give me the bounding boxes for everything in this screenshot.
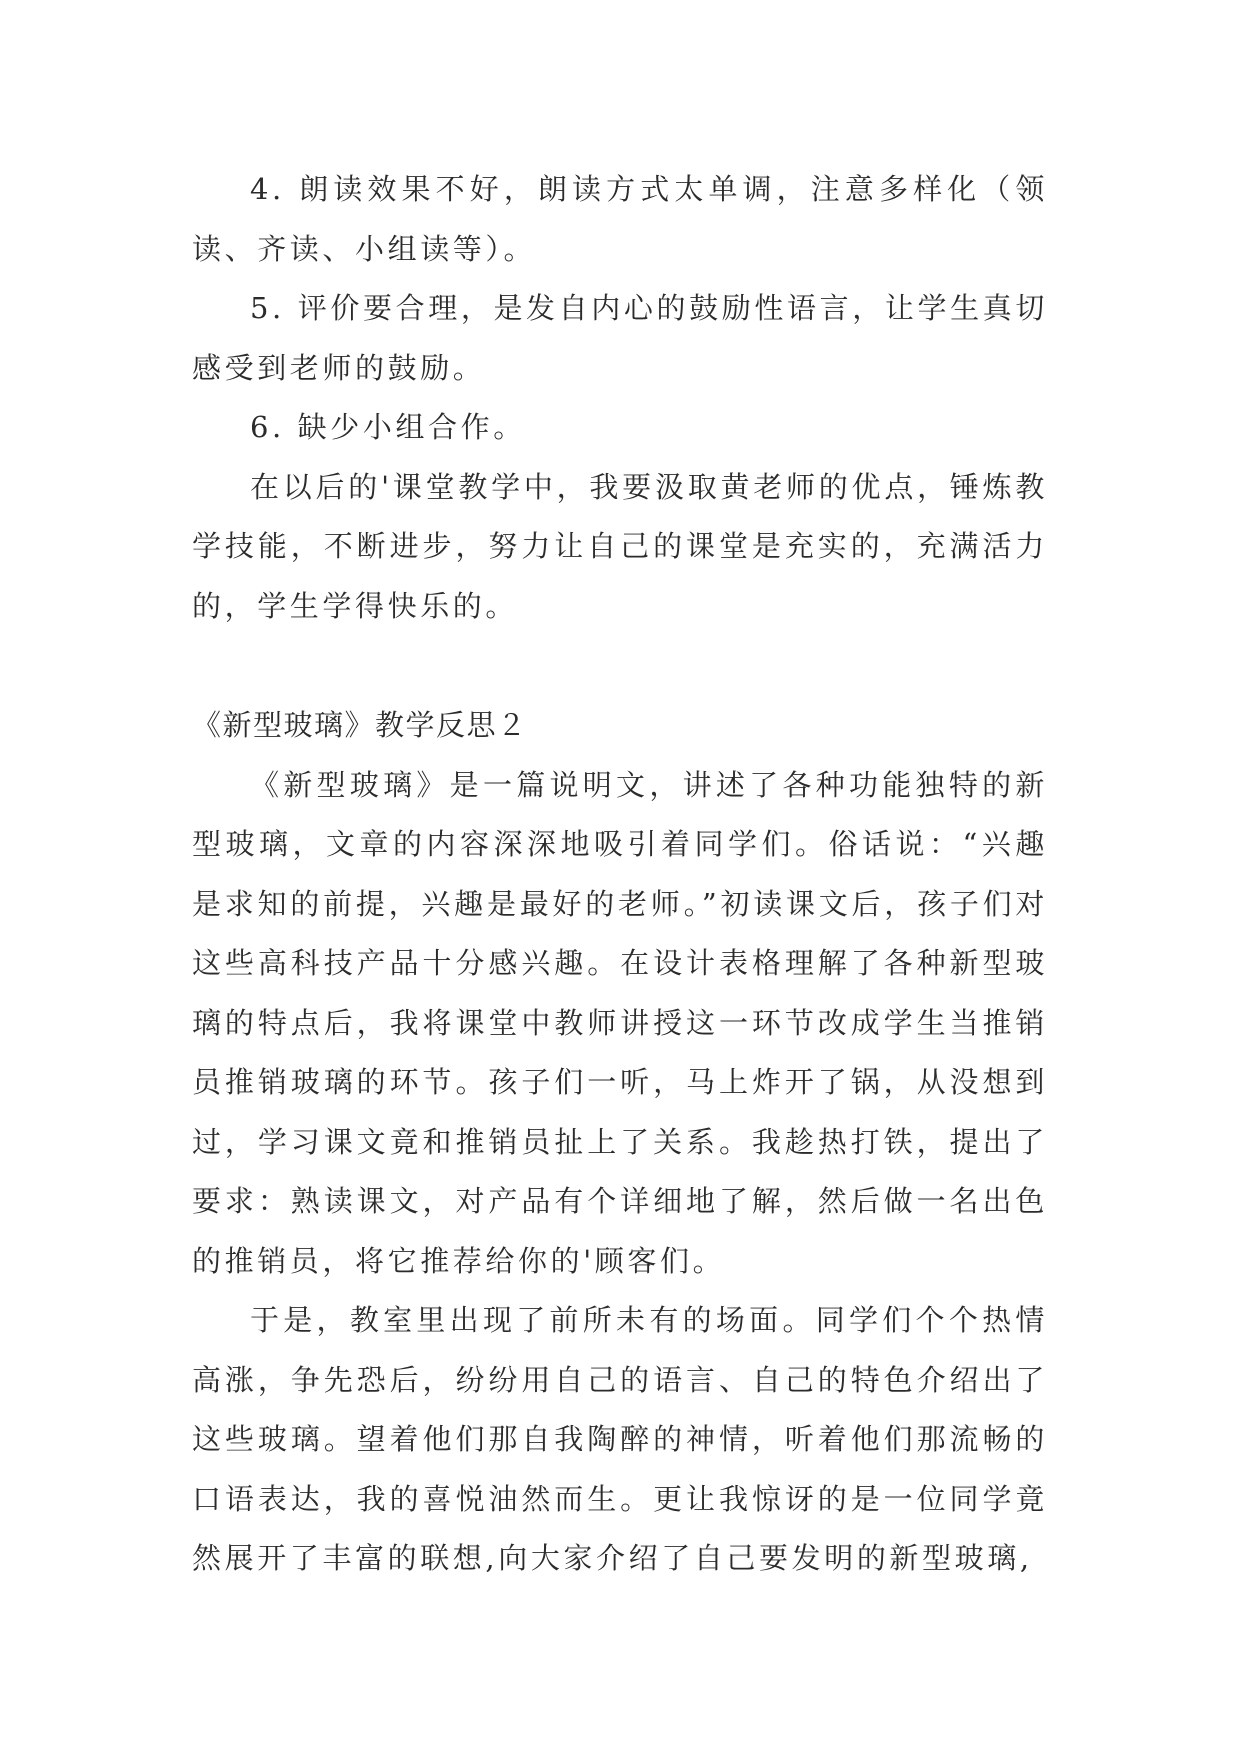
paragraph-point-6: 6. 缺少小组合作。 <box>250 410 526 444</box>
paragraph-conclusion: 在以后的'课堂教学中，我要汲取黄老师的优点，锤炼教学技能，不断进步，努力让自己的课堂是充实的，充满活力的，学生学得快乐的。 <box>192 469 1048 623</box>
section-gap <box>192 636 1048 696</box>
paragraph-intro: 《新型玻璃》是一篇说明文，讲述了各种功能独特的新型玻璃，文章的内容深深地吸引着同学们。俗话说：“兴趣是求知的前提，兴趣是最好的老师。”初读课文后，孩子们对这些高科技产品十分感兴趣。在设计表格理解了各种新型玻璃的特点后，我将课堂中教师讲授这一环节改成学生当推销员推销玻璃的环节。孩子们一听，马上炸开了锅，从没想到过，学习课文竟和推销员扯上了关系。我趁热打铁，提出了要求：熟读课文，对产品有个详细地了解，然后做一名出色的推销员，将它推荐给你的'顾客们。 <box>192 767 1048 1278</box>
document-page <box>192 160 1048 1589</box>
section-title: 《新型玻璃》教学反思２ <box>192 708 528 742</box>
paragraph-point-5: 5. 评价要合理，是发自内心的鼓励性语言，让学生真切感受到老师的鼓励。 <box>192 291 1048 385</box>
paragraph-classroom: 于是，教室里出现了前所未有的场面。同学们个个热情高涨，争先恐后，纷纷用自己的语言、自己的特色介绍出了这些玻璃。望着他们那自我陶醉的神情，听着他们那流畅的口语表达，我的喜悦油然而生。更让我惊讶的是一位同学竟然展开了丰富的联想,向大家介绍了自己要发明的新型玻璃, <box>192 1303 1048 1575</box>
paragraph-point-4: 4. 朗读效果不好，朗读方式太单调，注意多样化（领读、齐读、小组读等）。 <box>192 172 1048 266</box>
